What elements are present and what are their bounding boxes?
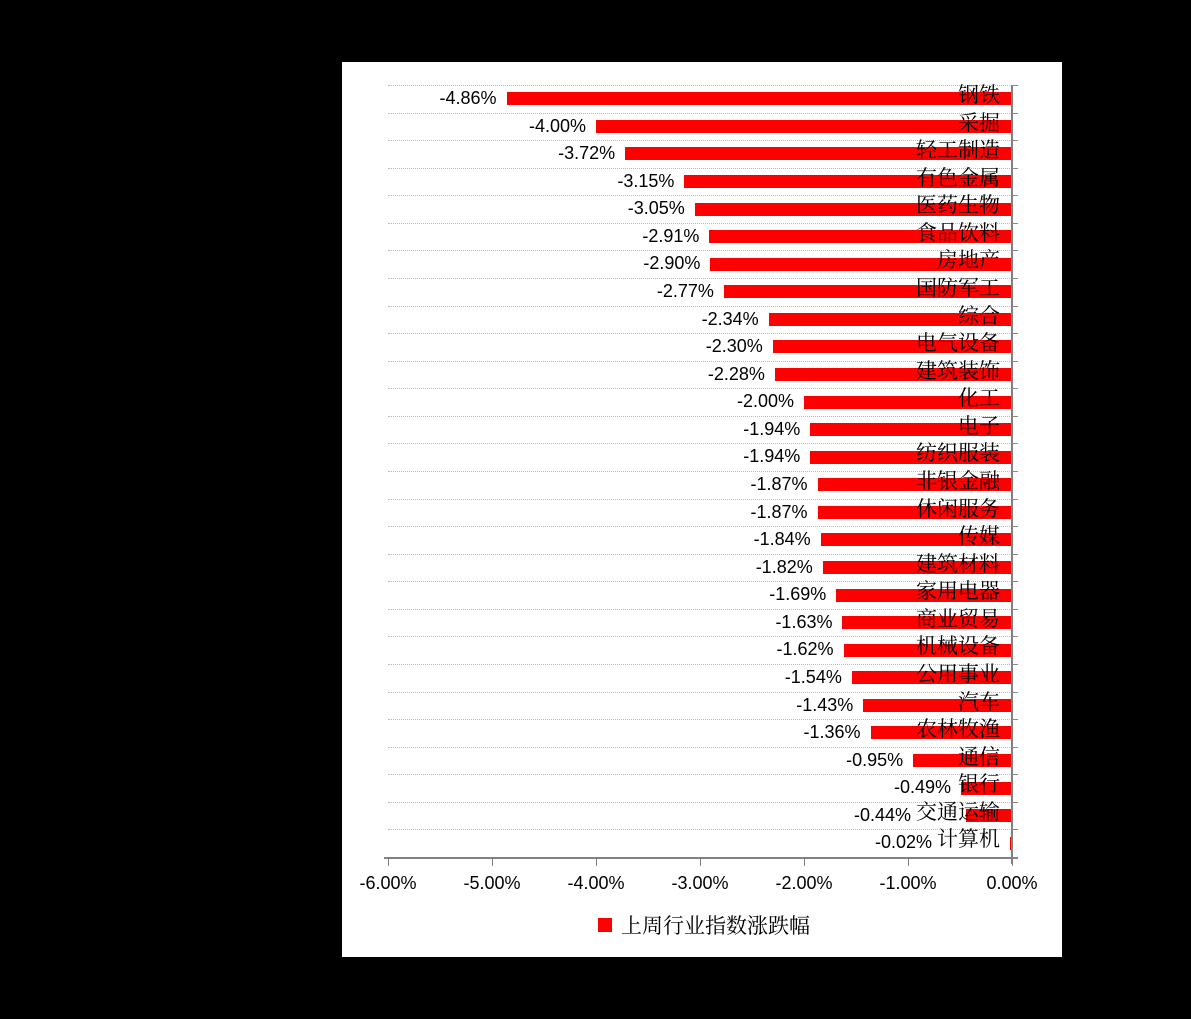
category-axis-tick <box>1013 223 1018 224</box>
category-axis-tick <box>1013 857 1018 858</box>
bar-value-label: -1.87% <box>750 474 808 494</box>
bar-value-label: -1.62% <box>776 639 834 660</box>
category-axis-tick <box>1013 140 1018 141</box>
bar-value-label: -1.36% <box>803 722 861 743</box>
bar-value-label: -2.34% <box>701 308 759 329</box>
bar-value-label: -3.72% <box>558 143 616 164</box>
category-axis-tick <box>1013 747 1018 748</box>
bar <box>507 92 1012 105</box>
category-axis-tick <box>1013 719 1018 720</box>
category-axis-tick <box>1013 581 1018 582</box>
category-label: 银行 <box>958 772 1000 797</box>
category-axis-tick <box>1013 168 1018 169</box>
category-label: 建筑材料 <box>916 551 1000 576</box>
bar-value-label: -2.90% <box>643 253 701 274</box>
category-axis-tick <box>1013 306 1018 307</box>
bar-value-label: -2.91% <box>642 225 700 246</box>
category-axis-tick <box>1013 333 1018 334</box>
x-axis-tick <box>804 859 805 866</box>
x-axis-tick-label: -1.00% <box>879 873 937 893</box>
bar-value-label: -0.95% <box>846 749 904 770</box>
x-axis-tick <box>596 859 597 866</box>
bar-value-label: -1.87% <box>750 501 808 522</box>
legend-label: 上周行业指数涨跌幅 <box>621 913 810 938</box>
category-label: 电子 <box>958 413 1000 438</box>
gridline <box>388 692 1012 693</box>
category-axis-tick <box>1013 361 1018 362</box>
category-axis-tick <box>1013 526 1018 527</box>
bar-value-label: -1.84% <box>753 529 811 550</box>
x-axis-tick-label: -5.00% <box>463 873 521 893</box>
bar-value-label: -3.05% <box>627 198 685 219</box>
x-axis-tick <box>908 859 909 866</box>
gridline <box>388 388 1012 389</box>
bar-value-label: -1.43% <box>796 694 854 715</box>
category-axis-tick <box>1013 636 1018 637</box>
bar-value-label: -1.63% <box>775 611 833 632</box>
category-axis-tick <box>1013 554 1018 555</box>
category-label: 通信 <box>958 744 1000 769</box>
category-axis-tick <box>1013 443 1018 444</box>
category-label: 公用事业 <box>916 662 1000 686</box>
category-axis-tick <box>1013 664 1018 665</box>
x-axis-tick-label: -2.00% <box>775 873 833 893</box>
legend <box>598 912 810 937</box>
gridline <box>388 113 1012 114</box>
x-axis-tick <box>700 859 701 866</box>
bar <box>596 120 1012 133</box>
x-axis-tick-label: 0.00% <box>986 873 1038 893</box>
bar-value-label: -2.30% <box>705 336 763 357</box>
category-axis-tick <box>1013 85 1018 86</box>
category-axis-tick <box>1013 802 1018 803</box>
legend-marker-icon <box>598 918 612 932</box>
category-label: 采掘 <box>958 110 1000 135</box>
bar-value-label: -2.28% <box>707 363 765 384</box>
category-label: 电气设备 <box>916 331 1000 356</box>
industry-change-bar-chart <box>342 62 1062 957</box>
category-axis-tick <box>1013 692 1018 693</box>
gridline <box>388 747 1012 748</box>
category-label: 有色金属 <box>916 165 1000 190</box>
category-axis-tick <box>1013 278 1018 279</box>
bar-value-label: -0.49% <box>894 777 952 798</box>
category-label: 医药生物 <box>916 193 1000 218</box>
category-label: 食品饮料 <box>916 220 1000 245</box>
category-label: 轻工制造 <box>916 138 1000 163</box>
category-axis-tick <box>1013 499 1018 500</box>
x-axis-tick-label: -6.00% <box>359 873 417 893</box>
x-axis-line <box>384 857 1018 859</box>
bar-value-label: -0.02% <box>874 832 932 853</box>
x-axis-tick <box>388 859 389 866</box>
bar-value-label: -0.44% <box>853 804 911 825</box>
x-axis-tick <box>492 859 493 866</box>
category-label: 汽车 <box>958 689 1000 714</box>
gridline <box>388 416 1012 417</box>
category-label: 商业贸易 <box>916 606 1000 631</box>
x-axis-tick-label: -3.00% <box>671 873 729 893</box>
category-label: 建筑装饰 <box>916 358 1000 383</box>
category-label: 农林牧渔 <box>916 717 1000 742</box>
category-axis-tick <box>1013 829 1018 830</box>
bar-value-label: -4.00% <box>528 115 586 136</box>
category-label: 非银金融 <box>916 469 1000 493</box>
category-axis-tick <box>1013 250 1018 251</box>
bar-value-label: -4.86% <box>439 88 497 108</box>
bar-value-label: -2.77% <box>656 281 714 301</box>
bar-value-label: -1.82% <box>755 556 813 577</box>
category-axis-tick <box>1013 471 1018 472</box>
x-axis-tick <box>1012 859 1013 866</box>
category-label: 机械设备 <box>916 634 1000 659</box>
category-label: 计算机 <box>937 827 1000 852</box>
category-label: 综合 <box>958 303 1000 328</box>
category-label: 交通运输 <box>916 799 1000 824</box>
x-axis-tick-label: -4.00% <box>567 873 625 893</box>
category-axis-tick <box>1013 774 1018 775</box>
gridline <box>388 526 1012 527</box>
category-label: 房地产 <box>937 248 1000 273</box>
category-label: 化工 <box>958 386 1000 411</box>
bar-value-label: -1.54% <box>784 667 842 687</box>
category-axis-tick <box>1013 609 1018 610</box>
bar-value-label: -1.94% <box>743 446 801 467</box>
category-label: 家用电器 <box>916 579 1000 604</box>
category-axis-tick <box>1013 416 1018 417</box>
gridline <box>388 306 1012 307</box>
bar-value-label: -1.69% <box>769 584 827 605</box>
bar-value-label: -3.15% <box>617 170 675 191</box>
category-axis-tick <box>1013 113 1018 114</box>
category-axis-tick <box>1013 195 1018 196</box>
category-label: 国防军工 <box>916 276 1000 300</box>
category-label: 传媒 <box>958 524 1000 549</box>
category-label: 休闲服务 <box>916 496 1000 521</box>
category-axis-tick <box>1013 388 1018 389</box>
category-label: 钢铁 <box>958 83 1000 107</box>
category-label: 纺织服装 <box>916 441 1000 466</box>
bar-value-label: -1.94% <box>743 418 801 439</box>
bar-value-label: -2.00% <box>736 391 794 412</box>
